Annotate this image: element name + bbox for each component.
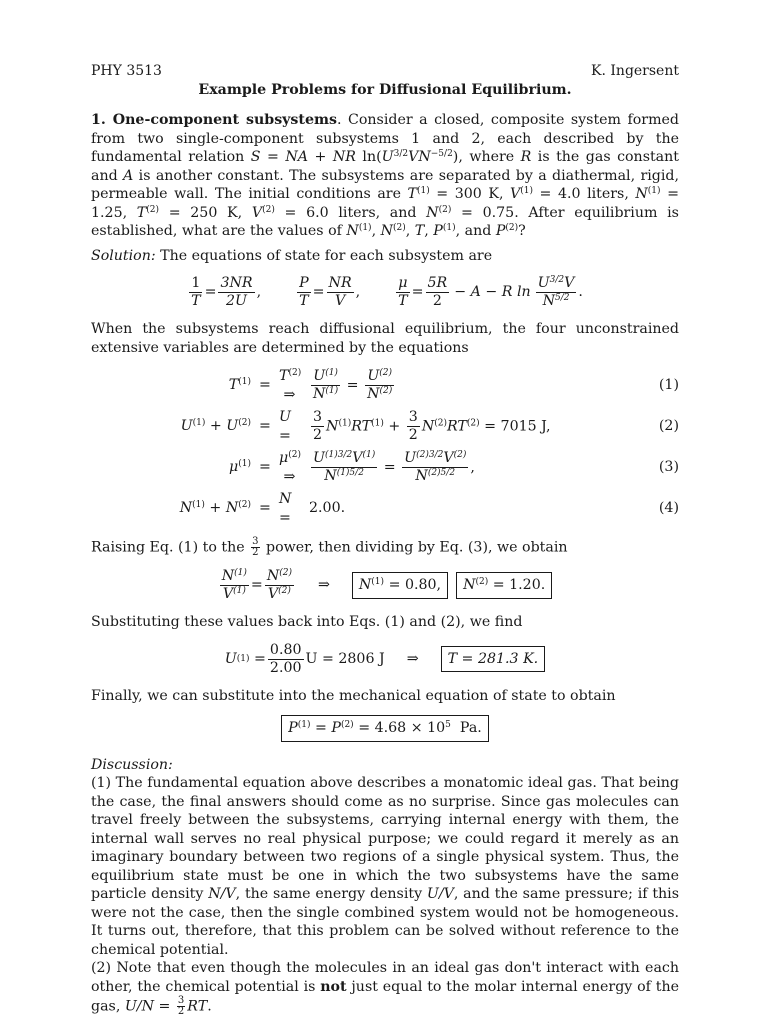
problem-heading: 1. One-component subsystems [91,112,337,128]
eq-number-3: (3) [658,459,679,476]
final-text: Finally, we can substitute into the mechanical equation of state to obtain [91,687,616,704]
author-name: K. Ingersent [591,63,679,79]
document-page [91,62,679,1017]
problem-statement: 1. One-component subsystems. Consider a closed, composite system formed from two single-component subsystems 1 and 2, each described by the fundamental relation S = NA + NR $\ln(U^{3/2}VN^{-5/2})$, where R is the gas constant and A is another constant. The subsystems are separated by a diathermal, rigid, permeable wall. The initial conditions are $T^{(1)} = 300$ K, $V^{(1)} = 4.0$ liters, $N^{(1)} = 1.25$, $T^{(2)} = 250$ K, $V^{(2)} = 6.0$ liters, and $N^{(2)} = 0.75$. After equilibrium is established, what are the values of $N^{(1)}$, $N^{(2)}$, T, $P^{(1)}$, and $P^{(2)}$? [91,112,679,239]
answer-box-n2: $N^{(2)} = 1.20$. [456,572,552,599]
pressure-result [91,715,679,742]
discussion-label: Discussion: [91,756,173,773]
document-title: Example Problems for Diffusional Equilibrium. [198,81,572,98]
equilibrium-equations: $T^{(1)}$ = $T^{(2)}$ ⇒ $\frac{U^{(1)}}{N^{(1)}}$ = $\frac{U^{(2)}}{N^{(2)}}$ (1) $U^{(1)} + U^{(2)}$ = U = $\frac{3}{2}$ $N^{(1)}RT^{(1)}$ + $\frac{3}{2}$ $N^{(2)}RT^{(2)} = 7015$ J, (2) $\mu^{(1)}$ = $\mu^{(2)}$ ⇒ $\frac{U^{(1)3/2}V^{(1)}}{N^{(1)5/2}}$ = $\frac{U^{(2)3/2}V^{(2)}}{N^{(2)5/2}}$ , (3) $N^{(1)} + N^{(2)}$ = N = 2.00. (4) [179,368,679,526]
diffusional-text: When the subsystems reach diffusional equilibrium, the four unconstrained extensive variables are determined by the equations [91,321,679,356]
page-header [91,62,679,81]
answer-box-pressure: $P^{(1)} = P^{(2)} = 4.68 \times 10^5$ Pa. [281,715,489,742]
eq-number-2: (2) [658,418,679,435]
energy-result: U (1) = $\frac{0.80}{2.00}$ U = 2806 J ⇒ T = 281.3 K. [91,642,679,677]
solution-intro: Solution: The equations of state for each subsystem are [91,247,493,264]
course-code: PHY 3513 [91,63,162,79]
discussion-paragraph-1: (1) The fundamental equation above describes a monatomic ideal gas. That being the case, the final answers should come as no surprise. Since gas molecules can travel freely between the subsystems, carrying internal energy with them, the internal wall serves no real physical purpose; we could regard it merely as an imaginary boundary between two regions of a single physical system. Thus, the equilibrium state must be one in which the two subsystems have the same particle density N/V, the same energy density U/V, and the same pressure; if this were not the case, then the single combined system would not be homogeneous. It turns out, therefore, that this problem can be solved without reference to the chemical potential. [91,775,679,958]
equations-of-state: $\frac{1}{T}$ = $\frac{3NR}{2U}$ , $\frac{P}{T}$ = $\frac{NR}{V}$ , $\frac{\mu}{T}$ = $\frac{5R}{2}$ − A − R ln $\frac{U^{3/2}V}{N^{5/2}}$ . [191,275,583,309]
answer-box-n1: $N^{(1)} = 0.80$, [352,572,448,599]
ratio-result: $\frac{N^{(1)}}{V^{(1)}}$ = $\frac{N^{(2)}}{V^{(2)}}$ ⇒ $N^{(1)} = 0.80$, $N^{(2)} = 1.20$. [91,568,679,603]
substitute-text: Substituting these values back into Eqs. (1) and (2), we find [91,614,523,630]
eq-number-1: (1) [658,377,679,394]
eq-number-4: (4) [658,500,679,517]
discussion-paragraph-2: (2) Note that even though the molecules in an ideal gas don't interact with each other, the chemical potential is not just equal to the molar internal energy of the gas, U/N = $\frac{3}{2}$ RT. [91,960,679,1017]
solution-label: Solution: [91,247,156,264]
answer-box-temperature: T = 281.3 K. [441,646,546,673]
raise-text: Raising Eq. (1) to the $\frac{3}{2}$ power, then dividing by Eq. (3), we obtain [91,536,568,558]
